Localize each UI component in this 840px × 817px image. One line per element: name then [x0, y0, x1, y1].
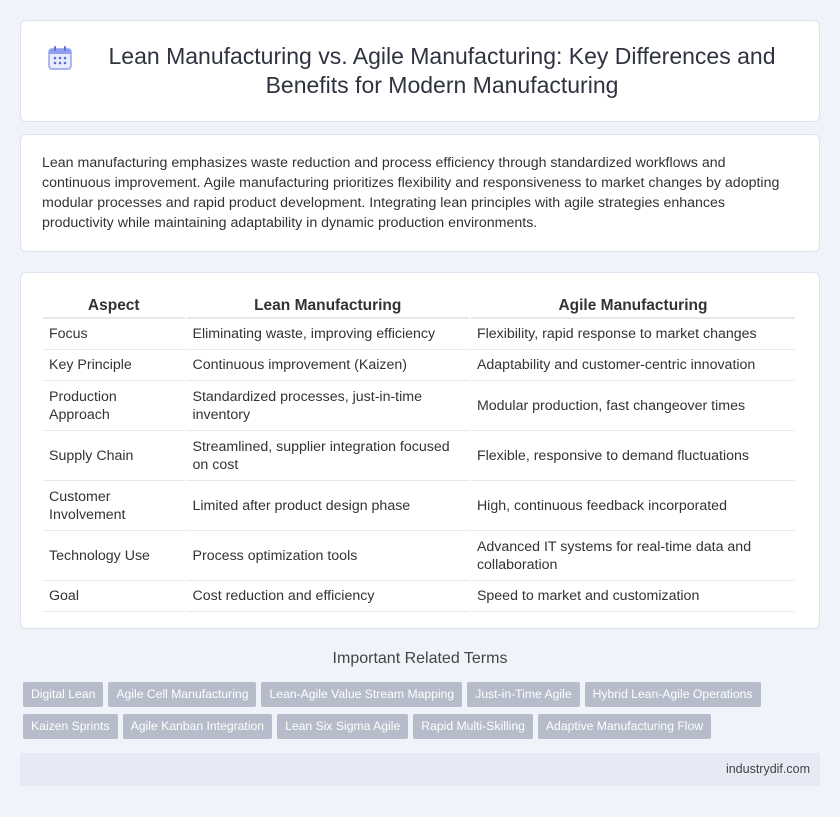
related-terms-heading: Important Related Terms — [332, 650, 508, 667]
related-term-tag[interactable]: Adaptive Manufacturing Flow — [538, 714, 711, 739]
intro-card — [20, 134, 820, 252]
related-term-tag[interactable]: Kaizen Sprints — [23, 714, 118, 739]
related-term-tag[interactable]: Lean Six Sigma Agile — [277, 714, 408, 739]
comparison-table-card — [20, 272, 820, 629]
cell-agile: Adaptability and customer-centric innovation — [471, 350, 795, 381]
table-row — [43, 531, 795, 581]
cell-agile: Flexible, responsive to demand fluctuations — [471, 431, 795, 481]
cell-aspect: Customer Involvement — [43, 481, 185, 531]
table-row — [43, 431, 795, 481]
cell-agile: Modular production, fast changeover times — [471, 381, 795, 431]
related-term-tag[interactable]: Just-in-Time Agile — [467, 682, 579, 707]
cell-aspect: Focus — [43, 319, 185, 350]
cell-lean: Continuous improvement (Kaizen) — [187, 350, 469, 381]
related-term-tag[interactable]: Digital Lean — [23, 682, 103, 707]
related-term-tag[interactable]: Hybrid Lean-Agile Operations — [585, 682, 761, 707]
related-terms-list — [23, 682, 823, 746]
cell-aspect: Key Principle — [43, 350, 185, 381]
column-header-aspect: Aspect — [43, 297, 185, 319]
cell-agile: Advanced IT systems for real-time data and collaboration — [471, 531, 795, 581]
table-row — [43, 350, 795, 381]
cell-agile: Flexibility, rapid response to market changes — [471, 319, 795, 350]
column-header-agile: Agile Manufacturing — [471, 297, 795, 319]
related-term-tag[interactable]: Lean-Agile Value Stream Mapping — [261, 682, 462, 707]
table-row — [43, 481, 795, 531]
table-row — [43, 319, 795, 350]
cell-agile: High, continuous feedback incorporated — [471, 481, 795, 531]
cell-lean: Process optimization tools — [187, 531, 469, 581]
footer-site-link[interactable]: industrydif.com — [725, 762, 810, 776]
cell-lean: Standardized processes, just-in-time inventory — [187, 381, 469, 431]
cell-lean: Streamlined, supplier integration focused on cost — [187, 431, 469, 481]
related-term-tag[interactable]: Rapid Multi-Skilling — [413, 714, 533, 739]
column-header-lean: Lean Manufacturing — [187, 297, 469, 319]
cell-lean: Limited after product design phase — [187, 481, 469, 531]
cell-agile: Speed to market and customization — [471, 581, 795, 612]
table-row — [43, 581, 795, 612]
footer — [20, 753, 820, 786]
cell-aspect: Technology Use — [43, 531, 185, 581]
intro-paragraph: Lean manufacturing emphasizes waste reduction and process efficiency through standardized workflows and continuous improvement. Agile manufacturing prioritizes flexibility and responsiveness to market changes by adopting modular processes and rapid product development. Integrating lean principles with agile strategies enhances productivity while maintaining adaptability in dynamic production environments. — [42, 155, 780, 231]
cell-aspect: Production Approach — [43, 381, 185, 431]
cell-lean: Eliminating waste, improving efficiency — [187, 319, 469, 350]
related-term-tag[interactable]: Agile Cell Manufacturing — [108, 682, 256, 707]
cell-lean: Cost reduction and efficiency — [187, 581, 469, 612]
page-title: Lean Manufacturing vs. Agile Manufacturing: Key Differences and Benefits for Modern Manufacturing — [108, 43, 776, 98]
table-header-row — [43, 297, 795, 319]
calendar-icon — [45, 43, 75, 73]
title-card — [20, 20, 820, 122]
related-term-tag[interactable]: Agile Kanban Integration — [123, 714, 273, 739]
cell-aspect: Supply Chain — [43, 431, 185, 481]
cell-aspect: Goal — [43, 581, 185, 612]
comparison-table — [41, 297, 797, 612]
table-row — [43, 381, 795, 431]
